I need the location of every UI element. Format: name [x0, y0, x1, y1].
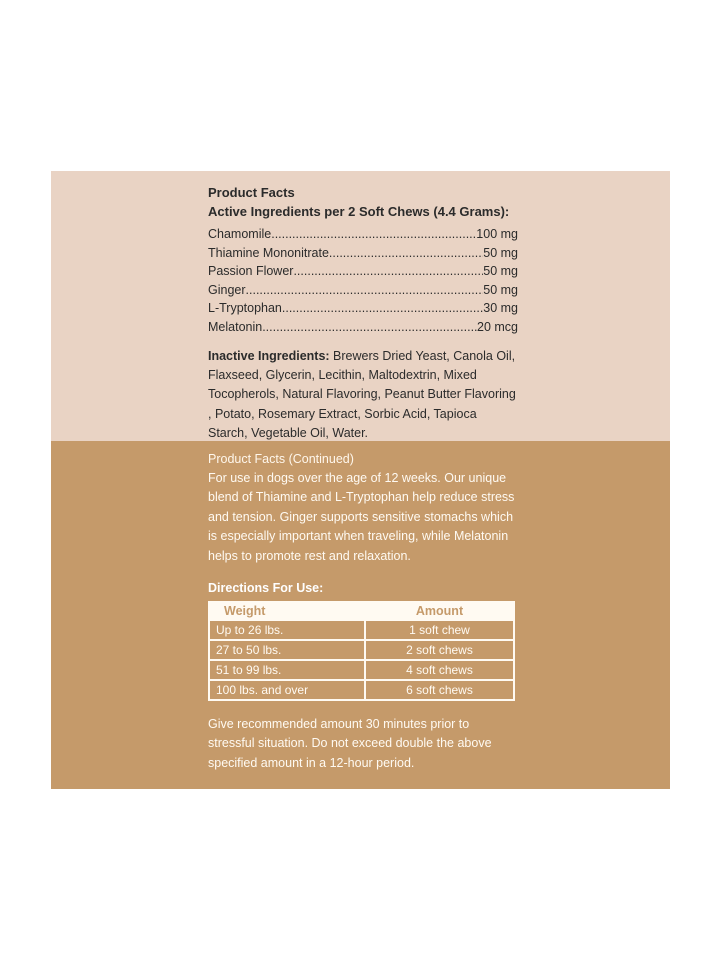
active-ingredients-list [208, 225, 518, 337]
ingredient-row [208, 318, 518, 337]
closing-instructions: Give recommended amount 30 minutes prior to stressful situation. Do not exceed double the above specified amount in a 12-hour period. [208, 717, 492, 770]
usage-description: For use in dogs over the age of 12 weeks. Our unique blend of Thiamine and L-Tryptophan help reduce stress and tension. Ginger supports sensitive stomachs which is especially important when traveling, while Melatonin helps to promote rest and relaxation. [208, 471, 515, 563]
dot-leader [262, 318, 477, 337]
table-row [210, 659, 513, 679]
ingredient-amount: 20 mcg [477, 319, 518, 334]
ingredient-name: Chamomile [208, 227, 272, 241]
dot-leader [282, 299, 483, 318]
table-row [210, 639, 513, 659]
continued-title: Product Facts (Continued) [208, 452, 354, 466]
ingredient-row [208, 299, 518, 318]
product-facts-panel [51, 171, 670, 441]
ingredient-name: Thiamine Mononitrate [208, 245, 329, 260]
weight-cell: 100 lbs. and over [210, 679, 366, 699]
amount-column-header: Amount [366, 603, 513, 619]
dot-leader [293, 262, 483, 281]
ingredient-amount: 50 mg [483, 264, 518, 279]
ingredient-name: Passion Flower [208, 264, 294, 279]
ingredient-row [208, 262, 518, 281]
weight-cell: 51 to 99 lbs. [210, 659, 366, 679]
active-ingredients-heading: Active Ingredients per 2 Soft Chews (4.4 Grams): [208, 204, 510, 219]
table-row [210, 679, 513, 699]
ingredient-name: L-Tryptophan [208, 301, 282, 316]
product-facts-title: Product Facts [208, 185, 295, 200]
ingredient-row [208, 244, 518, 263]
product-facts-content [208, 183, 518, 456]
ingredient-amount: 100 mg [476, 227, 518, 241]
inactive-ingredients-label: Inactive Ingredients: [208, 348, 330, 363]
ingredient-amount: 50 mg [483, 245, 518, 260]
directions-table [208, 601, 515, 701]
amount-cell: 1 soft chew [366, 619, 513, 639]
ingredient-name: Ginger [208, 282, 246, 297]
ingredient-amount: 30 mg [483, 301, 518, 316]
table-header-row [210, 603, 513, 619]
inactive-ingredients-text: Brewers Dried Yeast, Canola Oil, Flaxseed, Glycerin, Lecithin, Maltodextrin, Mixed Tocopherols, Natural Flavoring, Peanut Butter Flavoring , Potato, Rosemary Extract, Sorbic Acid, Tapioca Starch, Vegetable Oil, Water. [208, 348, 516, 441]
amount-cell: 2 soft chews [366, 639, 513, 659]
dot-leader [329, 244, 483, 263]
amount-cell: 4 soft chews [366, 659, 513, 679]
amount-cell: 6 soft chews [366, 679, 513, 699]
product-facts-continued-panel [51, 441, 670, 789]
directions-title: Directions For Use: [208, 581, 324, 596]
ingredient-name: Melatonin [208, 319, 263, 334]
weight-cell: Up to 26 lbs. [210, 619, 366, 639]
table-row [210, 619, 513, 639]
dot-leader [271, 225, 476, 244]
product-facts-continued-content [208, 450, 518, 773]
ingredient-row [208, 225, 518, 244]
ingredient-row [208, 281, 518, 300]
weight-column-header: Weight [210, 603, 366, 619]
inactive-ingredients [208, 347, 518, 444]
dot-leader [246, 281, 484, 300]
ingredient-amount: 50 mg [483, 282, 518, 297]
weight-cell: 27 to 50 lbs. [210, 639, 366, 659]
